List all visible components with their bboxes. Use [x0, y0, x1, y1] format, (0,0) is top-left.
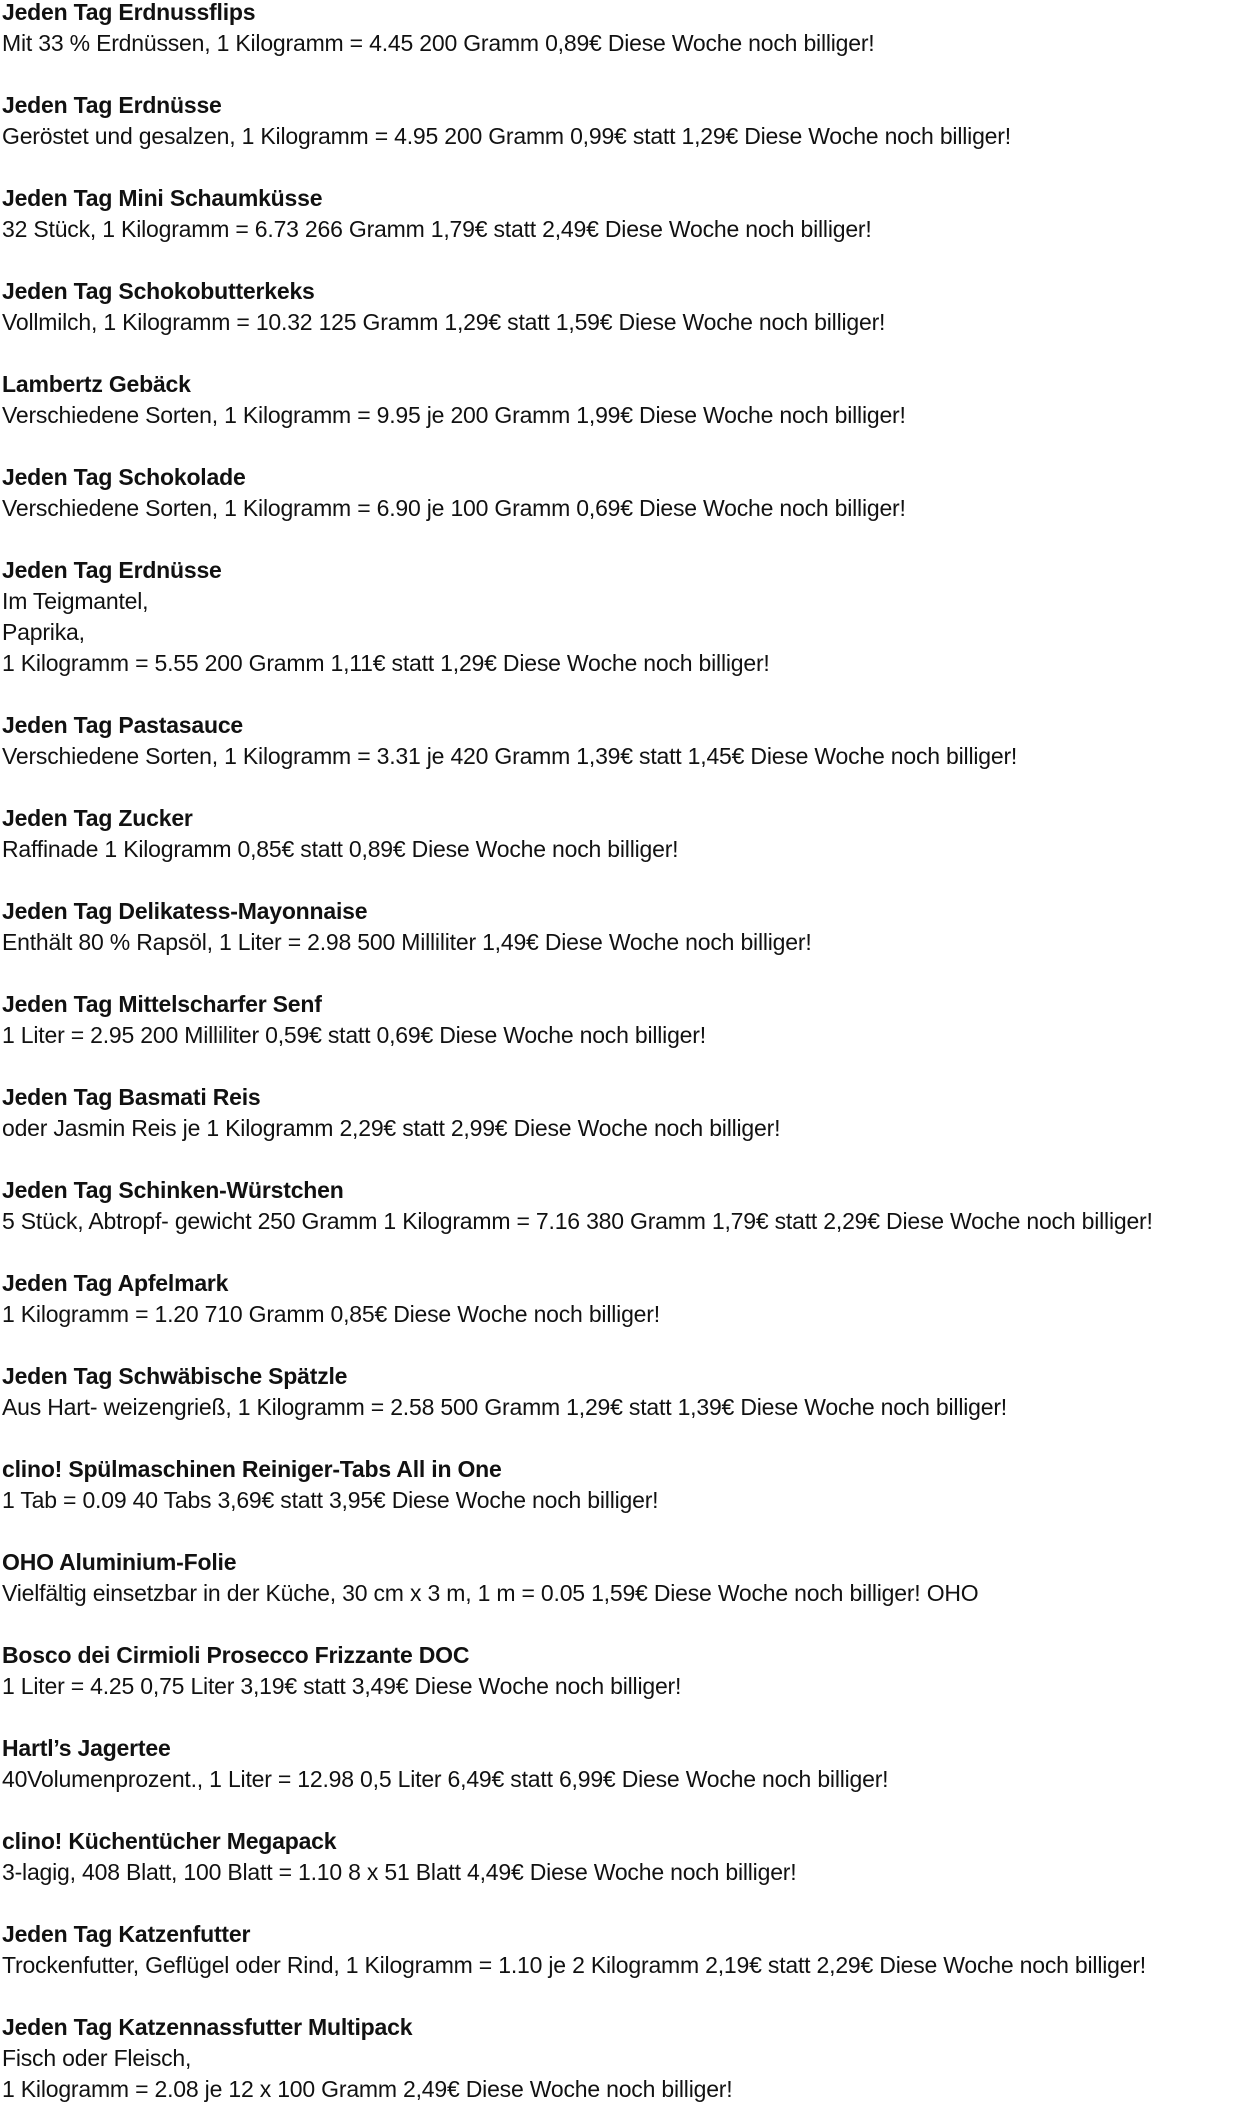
- offer-detail-line: Verschiedene Sorten, 1 Kilogramm = 6.90 je 100 Gramm 0,69€ Diese Woche noch billiger!: [2, 495, 906, 521]
- offer-title: Jeden Tag Schokolade: [2, 464, 246, 490]
- offer-detail-line: Trockenfutter, Geflügel oder Rind, 1 Kilogramm = 1.10 je 2 Kilogramm 2,19€ statt 2,29€ Diese Woche noch billiger!: [2, 1952, 1146, 1978]
- offer-detail-line: Vollmilch, 1 Kilogramm = 10.32 125 Gramm 1,29€ statt 1,59€ Diese Woche noch billiger!: [2, 309, 886, 335]
- offer-item: [2, 462, 1250, 524]
- offer-item: [2, 1268, 1250, 1330]
- offer-detail-line: Paprika,: [2, 619, 85, 645]
- offer-title: Jeden Tag Mini Schaumküsse: [2, 185, 323, 211]
- offer-item: [2, 989, 1250, 1051]
- offer-item: [2, 276, 1250, 338]
- offer-item: [2, 1082, 1250, 1144]
- offer-item: [2, 90, 1250, 152]
- offer-item: [2, 183, 1250, 245]
- offer-item: [2, 710, 1250, 772]
- offer-detail-line: 1 Kilogramm = 2.08 je 12 x 100 Gramm 2,49€ Diese Woche noch billiger!: [2, 2076, 733, 2102]
- offer-list: [2, 0, 1250, 2105]
- offer-detail-line: Fisch oder Fleisch,: [2, 2045, 192, 2071]
- offer-title: Jeden Tag Zucker: [2, 805, 193, 831]
- offer-item: [2, 555, 1250, 679]
- offer-title: Jeden Tag Erdnussflips: [2, 0, 256, 25]
- offer-item: [2, 1733, 1250, 1795]
- offer-title: OHO Aluminium-Folie: [2, 1549, 237, 1575]
- offer-title: Jeden Tag Schokobutterkeks: [2, 278, 315, 304]
- offer-item: [2, 1640, 1250, 1702]
- offer-item: [2, 0, 1250, 59]
- offer-detail-line: 32 Stück, 1 Kilogramm = 6.73 266 Gramm 1,79€ statt 2,49€ Diese Woche noch billiger!: [2, 216, 872, 242]
- offer-item: [2, 2012, 1250, 2105]
- offer-title: Jeden Tag Schinken-Würstchen: [2, 1177, 344, 1203]
- offer-title: Jeden Tag Basmati Reis: [2, 1084, 261, 1110]
- offer-title: Lambertz Gebäck: [2, 371, 191, 397]
- offer-title: clino! Spülmaschinen Reiniger-Tabs All in One: [2, 1456, 502, 1482]
- offer-title: Bosco dei Cirmioli Prosecco Frizzante DOC: [2, 1642, 470, 1668]
- offer-detail-line: Vielfältig einsetzbar in der Küche, 30 cm x 3 m, 1 m = 0.05 1,59€ Diese Woche noch billiger! OHO: [2, 1580, 979, 1606]
- offer-title: Hartl’s Jagertee: [2, 1735, 171, 1761]
- offer-item: [2, 896, 1250, 958]
- offer-detail-line: Aus Hart- weizengrieß, 1 Kilogramm = 2.58 500 Gramm 1,29€ statt 1,39€ Diese Woche noch billiger!: [2, 1394, 1007, 1420]
- offer-title: Jeden Tag Mittelscharfer Senf: [2, 991, 322, 1017]
- offer-item: [2, 1826, 1250, 1888]
- offer-title: Jeden Tag Katzennassfutter Multipack: [2, 2014, 413, 2040]
- offer-item: [2, 1919, 1250, 1981]
- offer-detail-line: Verschiedene Sorten, 1 Kilogramm = 9.95 je 200 Gramm 1,99€ Diese Woche noch billiger!: [2, 402, 906, 428]
- offer-item: [2, 803, 1250, 865]
- offer-detail-line: 1 Liter = 4.25 0,75 Liter 3,19€ statt 3,49€ Diese Woche noch billiger!: [2, 1673, 682, 1699]
- offer-item: [2, 1454, 1250, 1516]
- offer-detail-line: Geröstet und gesalzen, 1 Kilogramm = 4.95 200 Gramm 0,99€ statt 1,29€ Diese Woche noch billiger!: [2, 123, 1011, 149]
- offer-title: Jeden Tag Delikatess-Mayonnaise: [2, 898, 368, 924]
- offer-detail-line: oder Jasmin Reis je 1 Kilogramm 2,29€ statt 2,99€ Diese Woche noch billiger!: [2, 1115, 781, 1141]
- offer-detail-line: 1 Liter = 2.95 200 Milliliter 0,59€ statt 0,69€ Diese Woche noch billiger!: [2, 1022, 706, 1048]
- offer-detail-line: 5 Stück, Abtropf- gewicht 250 Gramm 1 Kilogramm = 7.16 380 Gramm 1,79€ statt 2,29€ Diese Woche noch billiger!: [2, 1208, 1153, 1234]
- offer-detail-line: 1 Tab = 0.09 40 Tabs 3,69€ statt 3,95€ Diese Woche noch billiger!: [2, 1487, 659, 1513]
- offer-title: Jeden Tag Schwäbische Spätzle: [2, 1363, 348, 1389]
- offer-detail-line: Enthält 80 % Rapsöl, 1 Liter = 2.98 500 Milliliter 1,49€ Diese Woche noch billiger!: [2, 929, 812, 955]
- offer-detail-line: Im Teigmantel,: [2, 588, 149, 614]
- offer-title: Jeden Tag Apfelmark: [2, 1270, 229, 1296]
- offer-detail-line: Mit 33 % Erdnüssen, 1 Kilogramm = 4.45 200 Gramm 0,89€ Diese Woche noch billiger!: [2, 30, 875, 56]
- offer-detail-line: Raffinade 1 Kilogramm 0,85€ statt 0,89€ Diese Woche noch billiger!: [2, 836, 679, 862]
- offer-title: Jeden Tag Erdnüsse: [2, 92, 222, 118]
- offer-item: [2, 369, 1250, 431]
- offer-title: clino! Küchentücher Megapack: [2, 1828, 337, 1854]
- offer-detail-line: Verschiedene Sorten, 1 Kilogramm = 3.31 je 420 Gramm 1,39€ statt 1,45€ Diese Woche noch billiger!: [2, 743, 1018, 769]
- offer-title: Jeden Tag Erdnüsse: [2, 557, 222, 583]
- offer-detail-line: 40Volumenprozent., 1 Liter = 12.98 0,5 Liter 6,49€ statt 6,99€ Diese Woche noch billiger!: [2, 1766, 889, 1792]
- offer-detail-line: 1 Kilogramm = 1.20 710 Gramm 0,85€ Diese Woche noch billiger!: [2, 1301, 660, 1327]
- offer-item: [2, 1361, 1250, 1423]
- offer-title: Jeden Tag Pastasauce: [2, 712, 244, 738]
- offer-item: [2, 1547, 1250, 1609]
- offer-title: Jeden Tag Katzenfutter: [2, 1921, 251, 1947]
- offer-item: [2, 1175, 1250, 1237]
- offer-detail-line: 3-lagig, 408 Blatt, 100 Blatt = 1.10 8 x 51 Blatt 4,49€ Diese Woche noch billiger!: [2, 1859, 797, 1885]
- offer-detail-line: 1 Kilogramm = 5.55 200 Gramm 1,11€ statt 1,29€ Diese Woche noch billiger!: [2, 650, 770, 676]
